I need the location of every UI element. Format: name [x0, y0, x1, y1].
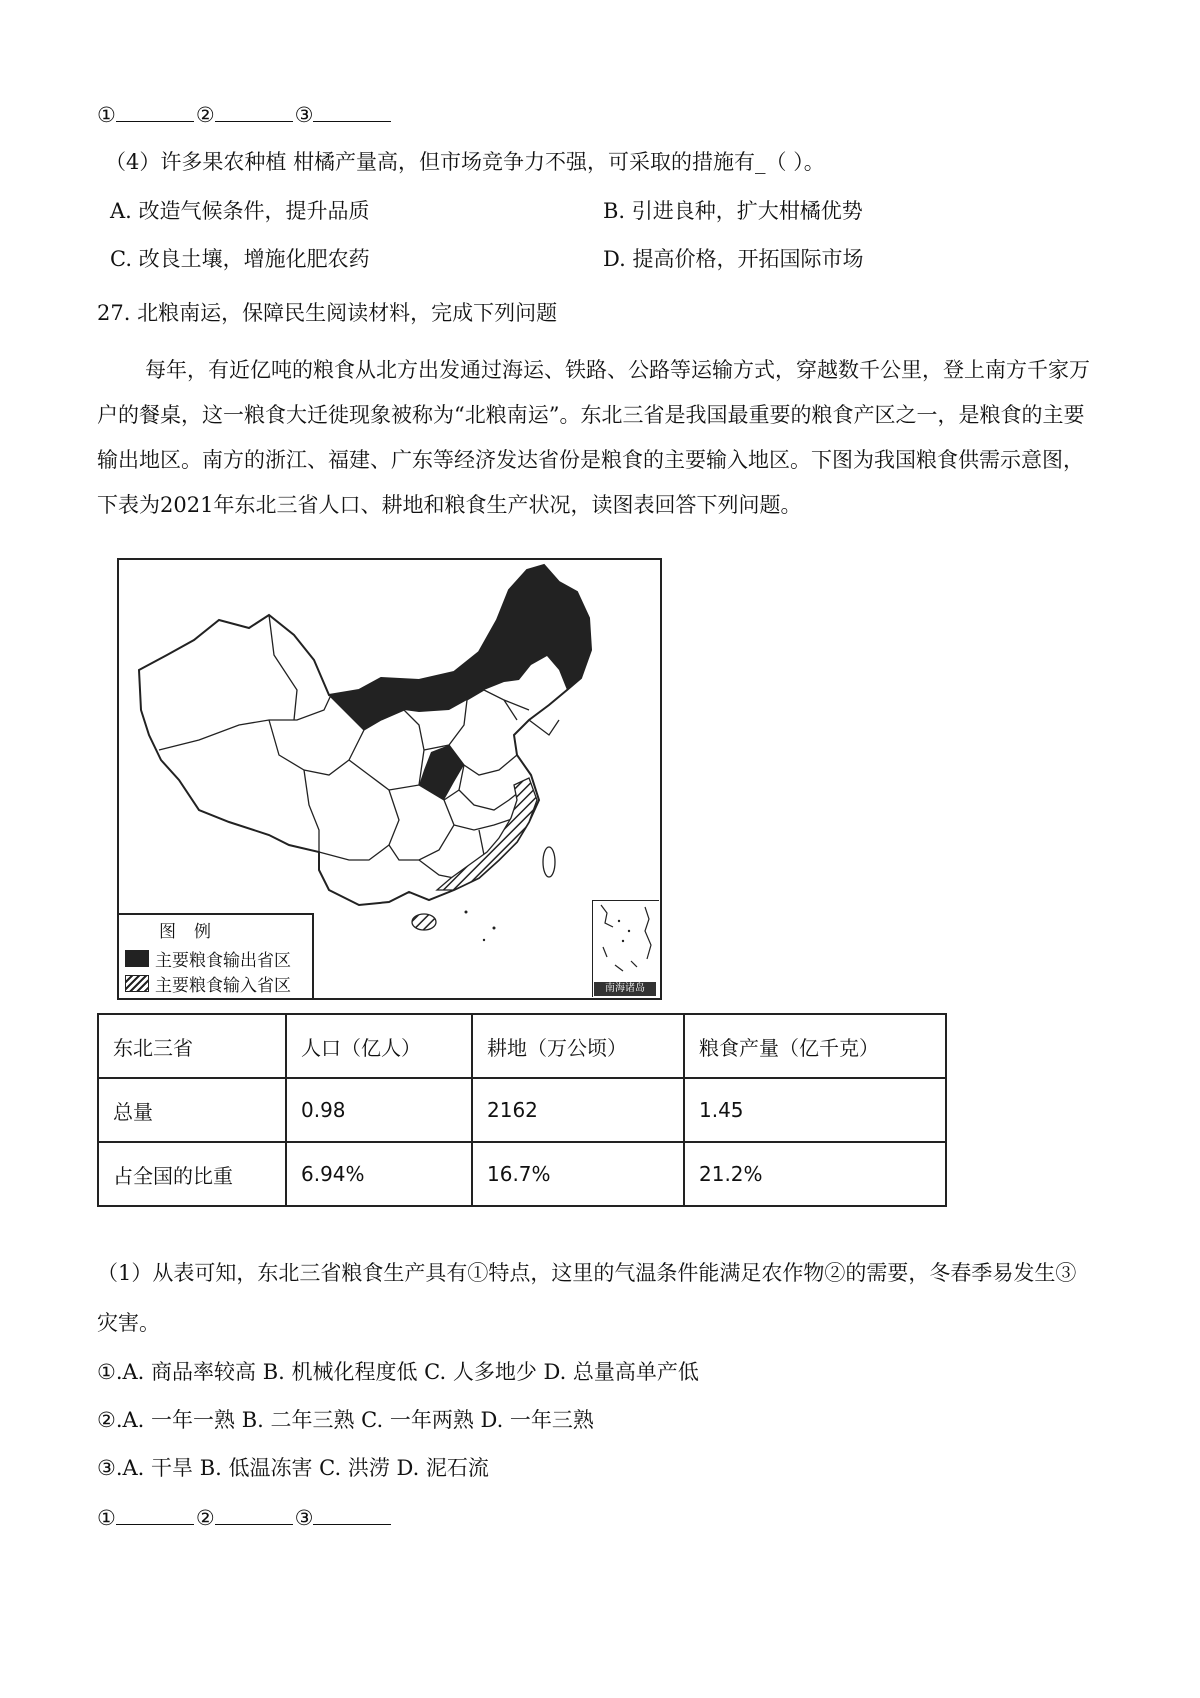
table-cell: 0.98 [286, 1078, 472, 1142]
table-header: 耕地（万公顷） [472, 1014, 684, 1078]
table-header: 粮食产量（亿千克） [684, 1014, 946, 1078]
table-cell: 21.2% [684, 1142, 946, 1206]
choice-row-1[interactable]: ①.A. 商品率较高 B. 机械化程度低 C. 人多地少 D. 总量高单产低 [97, 1360, 699, 1384]
table-cell: 占全国的比重 [98, 1142, 286, 1206]
legend-item-export [125, 946, 291, 971]
question-1-stem-line1: （1）从表可知，东北三省粮食生产具有①特点，这里的气温条件能满足农作物②的需要，冬春季易发生③ [97, 1261, 1077, 1285]
inset-label: 南海诸岛 [594, 982, 656, 996]
table-header-row [98, 1014, 946, 1078]
choice-row-2[interactable]: ②.A. 一年一熟 B. 二年三熟 C. 一年两熟 D. 一年三熟 [97, 1408, 594, 1432]
blank-number-1: ① [97, 1506, 116, 1530]
legend-title: 图例 [159, 922, 229, 942]
choice-row-3[interactable]: ③.A. 干旱 B. 低温冻害 C. 洪涝 D. 泥石流 [97, 1456, 489, 1480]
answer-blanks-bottom [97, 1503, 393, 1533]
blank-number-3: ③ [294, 103, 314, 127]
answer-blanks-top [97, 100, 393, 130]
table-header: 东北三省 [98, 1014, 286, 1078]
answer-blank-1[interactable] [116, 1504, 194, 1525]
blank-number-2: ② [195, 1506, 215, 1530]
option-c[interactable]: C. 改良土壤，增施化肥农药 [110, 247, 370, 271]
question-27-passage [97, 348, 1102, 528]
answer-blank-1[interactable] [116, 101, 194, 122]
table-cell: 1.45 [684, 1078, 946, 1142]
option-b[interactable]: B. 引进良种，扩大柑橘优势 [603, 199, 863, 223]
table-row [98, 1142, 946, 1206]
table-cell: 16.7% [472, 1142, 684, 1206]
grain-supply-demand-map [117, 558, 662, 1000]
south-china-sea-inset [592, 900, 659, 997]
inset-drawing [593, 901, 659, 981]
passage-text: 每年，有近亿吨的粮食从北方出发通过海运、铁路、公路等运输方式，穿越数千公里，登上南方千家万户的餐桌，这一粮食大迁徙现象被称为“北粮南运”。东北三省是我国最重要的粮食产区之一，是粮食的主要输出地区。南方的浙江、福建、广东等经济发达省份是粮食的主要输入地区。下图为我国粮食供需示意图，下表为2021年东北三省人口、耕地和粮食生产状况，读图表回答下列问题。 [97, 358, 1090, 517]
import-swatch [125, 975, 149, 992]
table-cell: 6.94% [286, 1142, 472, 1206]
map-legend [119, 913, 314, 998]
export-swatch [125, 950, 149, 967]
legend-item-import [125, 971, 291, 996]
taiwan-island [543, 847, 555, 877]
table-header: 人口（亿人） [286, 1014, 472, 1078]
answer-blank-3[interactable] [313, 1504, 391, 1525]
blank-number-3: ③ [294, 1506, 314, 1530]
northeast-stats-table [97, 1013, 947, 1207]
answer-blank-2[interactable] [215, 101, 293, 122]
question-27-title: 27. 北粮南运，保障民生阅读材料，完成下列问题 [97, 301, 558, 325]
answer-blank-3[interactable] [313, 101, 391, 122]
answer-blank-2[interactable] [215, 1504, 293, 1525]
question-1-stem-line2: 灾害。 [97, 1311, 160, 1335]
question-4-stem: （4）许多果农种植 柑橘产量高，但市场竞争力不强，可采取的措施有_（ ）。 [105, 150, 825, 174]
blank-number-2: ② [195, 103, 215, 127]
table-cell: 2162 [472, 1078, 684, 1142]
option-d[interactable]: D. 提高价格，开拓国际市场 [603, 247, 864, 271]
option-a[interactable]: A. 改造气候条件，提升品质 [110, 199, 370, 223]
legend-label-export: 主要粮食输出省区 [155, 951, 291, 971]
table-row [98, 1078, 946, 1142]
blank-number-1: ① [97, 103, 116, 127]
legend-label-import: 主要粮食输入省区 [155, 976, 291, 996]
table-cell: 总量 [98, 1078, 286, 1142]
import-region-island [412, 914, 436, 930]
